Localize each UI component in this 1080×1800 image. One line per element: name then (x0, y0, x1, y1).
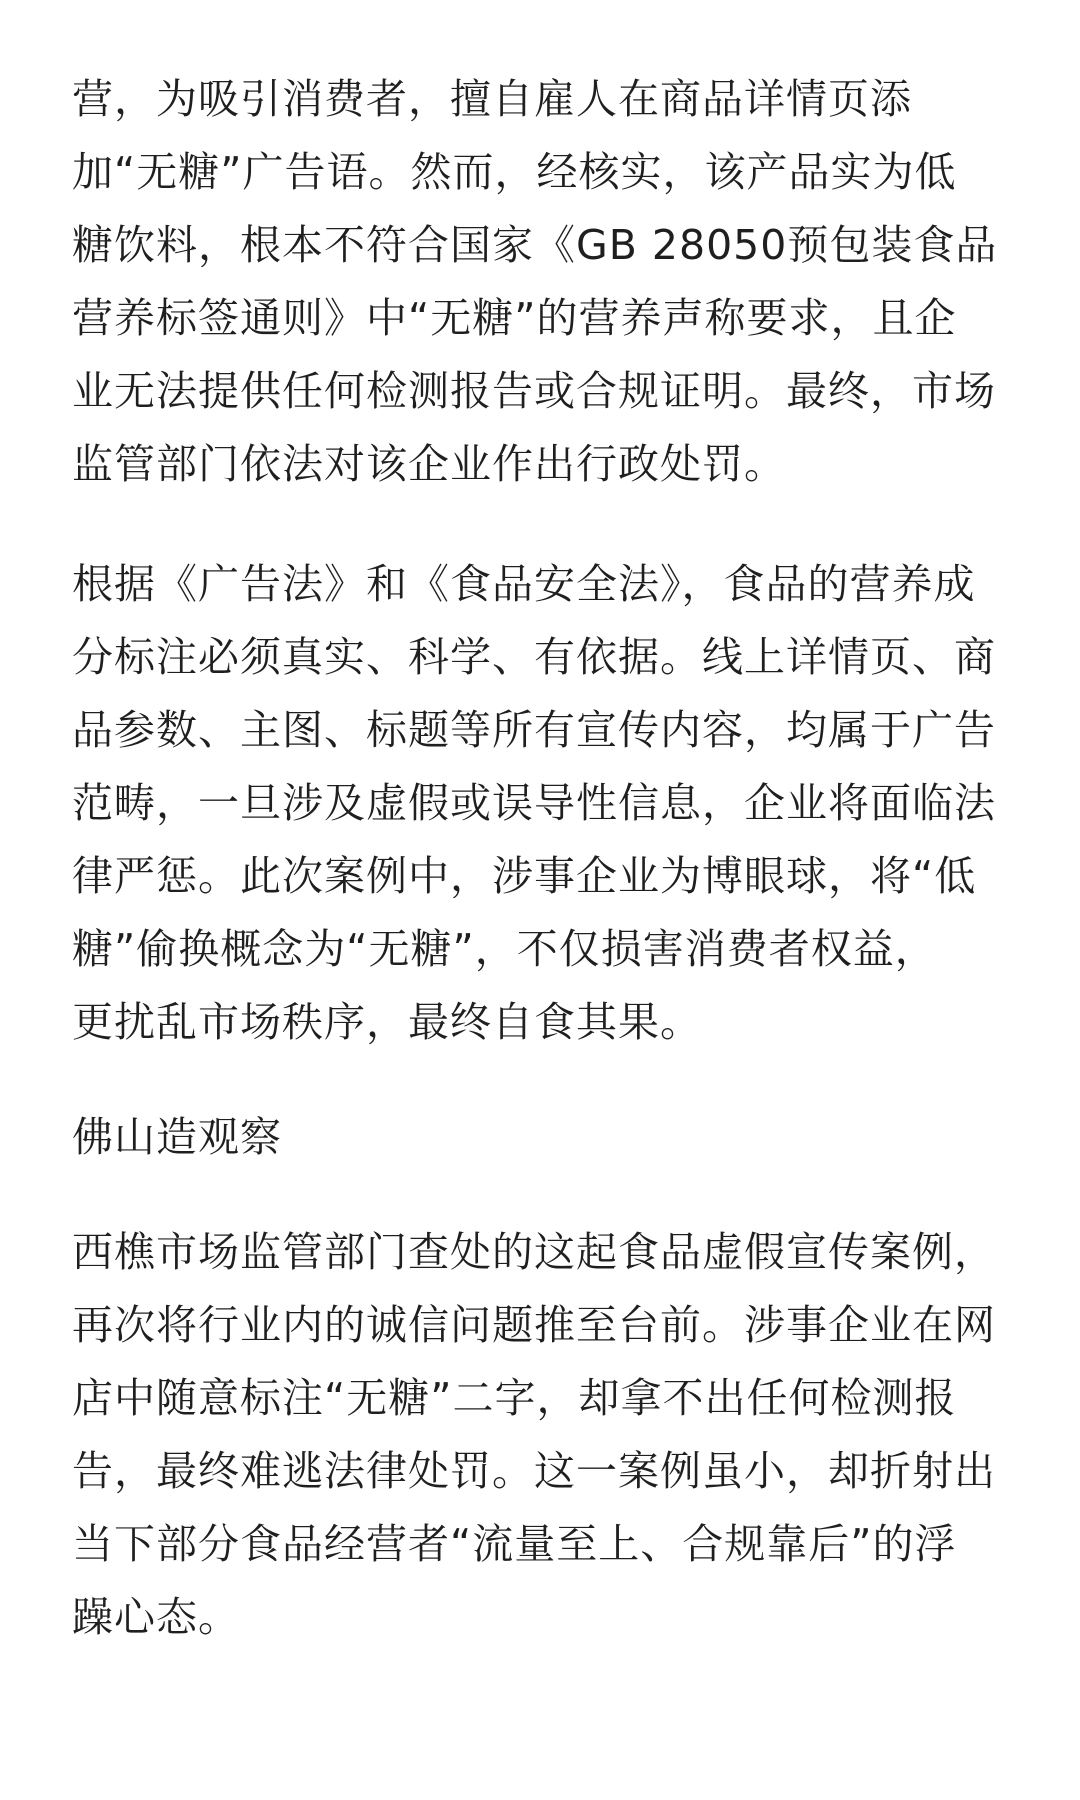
text-line: 律严惩。此次案例中，涉事企业为博眼球，将“低 (72, 852, 977, 900)
text-line: 营养标签通则》中“无糖”的营养声称要求，且企 (72, 294, 957, 342)
text-line: 店中随意标注“无糖”二字，却拿不出任何检测报 (72, 1374, 957, 1422)
text-line: 品参数、主图、标题等所有宣传内容，均属于广告 (72, 706, 996, 754)
text-line: 糖饮料，根本不符合国家《GB 28050预包装食品 (72, 221, 998, 269)
text-line: 营，为吸引消费者，擅自雇人在商品详情页添 (72, 75, 912, 123)
text-line: 业无法提供任何检测报告或合规证明。最终，市场 (72, 367, 996, 415)
paragraph-legal-basis (72, 548, 1008, 1059)
paragraph-case-details (72, 63, 1008, 501)
text-line: 当下部分食品经营者“流量至上、合规靠后”的浮 (72, 1520, 957, 1568)
text-line: 根据《广告法》和《食品安全法》，食品的营养成 (72, 560, 976, 608)
text-line: 告，最终难逃法律处罚。这一案例虽小，却折射出 (72, 1447, 996, 1495)
text-line: 监管部门依法对该企业作出行政处罚。 (72, 440, 786, 488)
text-line: 分标注必须真实、科学、有依据。线上详情页、商 (72, 633, 996, 681)
text-line: 范畴，一旦涉及虚假或误导性信息，企业将面临法 (72, 779, 996, 827)
section-heading-text: 佛山造观察 (72, 1113, 282, 1161)
text-line: 加“无糖”广告语。然而，经核实，该产品实为低 (72, 148, 957, 196)
section-heading (72, 1101, 1008, 1174)
text-line: 西樵市场监管部门查处的这起食品虚假宣传案例， (72, 1228, 996, 1276)
text-line: 躁心态。 (72, 1593, 240, 1641)
text-line: 糖”偷换概念为“无糖”，不仅损害消费者权益， (72, 925, 937, 973)
paragraph-observation (72, 1216, 1008, 1654)
text-line: 更扰乱市场秩序，最终自食其果。 (72, 998, 702, 1046)
text-line: 再次将行业内的诚信问题推至台前。涉事企业在网 (72, 1301, 996, 1349)
